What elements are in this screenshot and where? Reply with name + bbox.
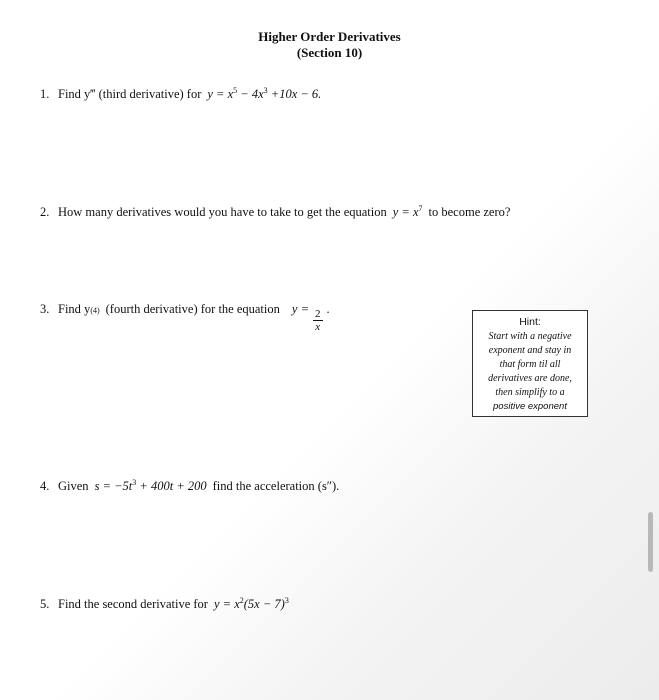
vertical-scrollbar[interactable] bbox=[648, 512, 653, 572]
question-text: Find y bbox=[58, 302, 91, 316]
title-main: Higher Order Derivatives bbox=[258, 29, 401, 44]
denominator: x bbox=[315, 321, 321, 333]
equation: $s = -5t^3 + 400t + 200$ bbox=[94, 478, 207, 493]
hint-line: then simplify to a bbox=[495, 387, 565, 398]
hint-line: derivatives are done, bbox=[488, 373, 572, 384]
equation-end: . bbox=[326, 302, 330, 316]
question-2 bbox=[40, 204, 510, 220]
equation: y = bbox=[291, 302, 309, 316]
title-section: (Section 10) bbox=[296, 45, 363, 60]
question-4 bbox=[40, 478, 339, 494]
question-number: 1. bbox=[40, 87, 50, 101]
equation: $y = x^7$ bbox=[392, 204, 423, 219]
hint-line: that form til all bbox=[499, 359, 561, 370]
question-number: 2. bbox=[40, 205, 50, 219]
question-text-2: (fourth derivative) for the equation bbox=[105, 302, 280, 316]
hint-line: exponent and stay in bbox=[488, 345, 572, 356]
hint-body bbox=[473, 330, 587, 414]
question-number: 4. bbox=[40, 479, 50, 493]
question-suffix: to become zero? bbox=[428, 205, 511, 219]
question-text: Find y‴ (third derivative) for bbox=[58, 87, 202, 101]
question-5 bbox=[40, 596, 289, 612]
hint-line: Start with a negative bbox=[488, 331, 572, 342]
question-text: Find the second derivative for bbox=[58, 597, 208, 611]
hint-title: Hint: bbox=[519, 316, 541, 328]
equation: $y = x^2(5x - 7)^3$ bbox=[213, 596, 289, 611]
page-title bbox=[0, 29, 659, 61]
question-suffix: find the acceleration (s″). bbox=[212, 479, 340, 493]
hint-box bbox=[472, 310, 588, 417]
question-number: 3. bbox=[40, 302, 50, 316]
hint-line: positive exponent bbox=[493, 401, 567, 412]
derivative-order: (4) bbox=[90, 306, 100, 315]
numerator: 2 bbox=[315, 308, 321, 320]
question-text: Given bbox=[58, 479, 89, 493]
equation: $y = x^5 - 4x^3 +10x - 6$. bbox=[207, 86, 322, 101]
question-text: How many derivatives would you have to take to get the equation bbox=[58, 205, 387, 219]
fraction bbox=[313, 308, 323, 333]
question-1 bbox=[40, 86, 321, 102]
question-number: 5. bbox=[40, 597, 50, 611]
question-3 bbox=[40, 302, 330, 333]
